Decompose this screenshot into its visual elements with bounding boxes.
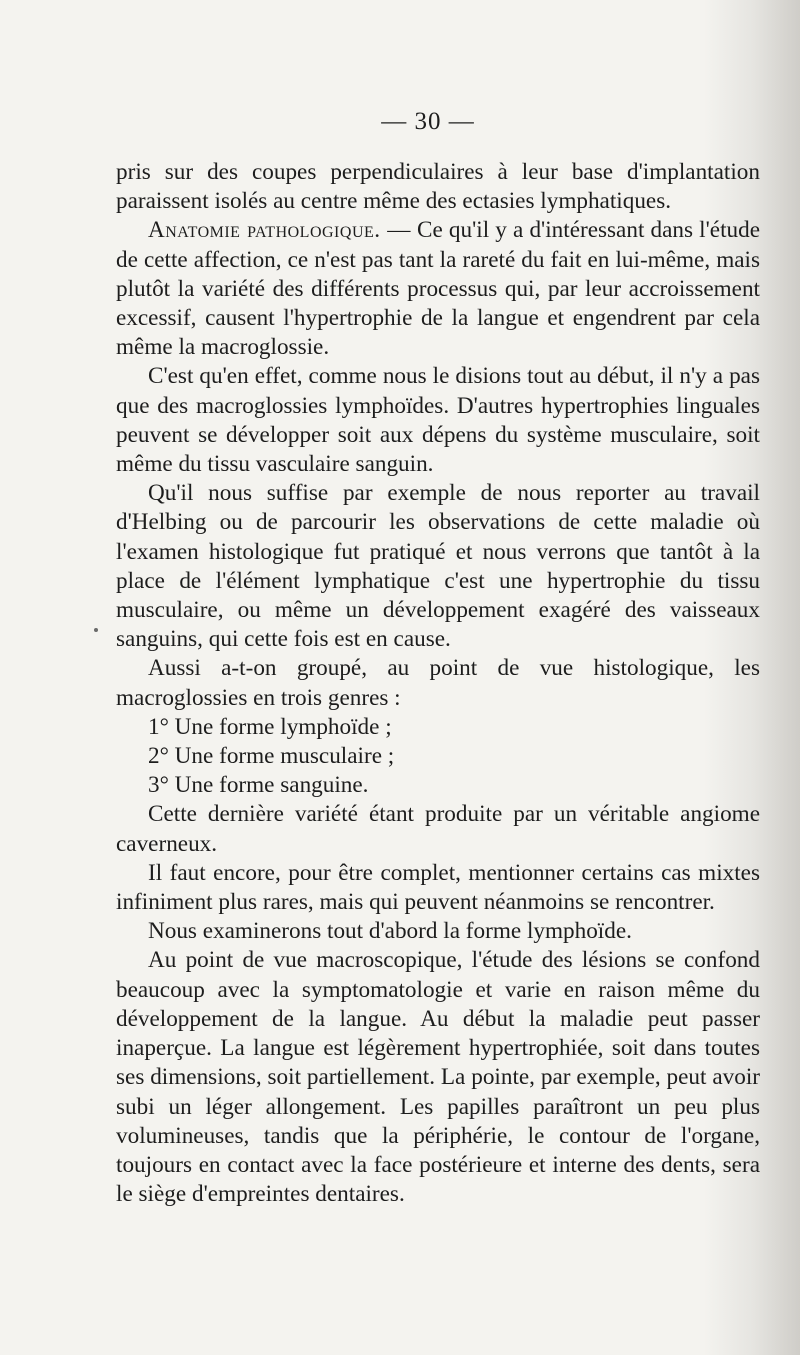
paragraph-anatomie-text: Ce qu'il y a d'intéressant dans l'étude de cette affection, ce n'est pas tant la rareté du fait en lui-même, mais plutôt la variété des différents processus qui, par leur accroissement excessif, causent l'hypertrophie de la langue et engendrent par cela même la macroglossie. — [116, 217, 760, 361]
paragraph-anatomie — [116, 216, 760, 362]
paragraph-continuation: pris sur des coupes perpendiculaires à leur base d'implantation paraissent isolés au centre même des ectasies lymphatiques. — [116, 159, 760, 215]
list-item: 2° Une forme musculaire ; — [148, 743, 395, 770]
paragraph: Cette dernière variété étant produite par un véritable angiome caverneux. — [116, 801, 760, 857]
paragraph: Il faut encore, pour être complet, mentionner certains cas mixtes infiniment plus rares, mais qui peuvent néanmoins se rencontrer. — [116, 859, 760, 916]
paragraph: Nous examinerons tout d'abord la forme lymphoïde. — [148, 918, 632, 945]
paragraph: C'est qu'en effet, comme nous le disions tout au début, il n'y a pas que des macroglossies lymphoïdes. D'autres hypertrophies linguales peuvent se développer soit aux dépens du système musculaire, soit même du tissu vasculaire sanguin. — [116, 363, 760, 478]
page-number: — 30 — — [381, 108, 475, 135]
paragraph: Au point de vue macroscopique, l'étude des lésions se confond beaucoup avec la symptomatologie et varie en raison même du développement de la langue. Au début la maladie peut passer inaperçue. La langue est légèrement hypertrophiée, soit dans toutes ses dimensions, soit partiellement. La pointe, par exemple, peut avoir subi un léger allongement. Les papilles paraîtront un peu plus volumineuses, tandis que la périphérie, le contour de l'organe, toujours en contact avec la face postérieure et interne des dents, sera le siège d'empreintes dentaires. — [116, 947, 760, 1208]
section-heading: Anatomie pathologique. — — [148, 217, 411, 244]
margin-speck — [94, 628, 98, 632]
list-item: 1° Une forme lymphoïde ; — [148, 713, 392, 740]
paragraph: Aussi a-t-on groupé, au point de vue histologique, les macroglossies en trois genres : — [116, 655, 760, 711]
list-item: 3° Une forme sanguine. — [148, 772, 369, 799]
body-text — [116, 158, 760, 1209]
paragraph: Qu'il nous suffise par exemple de nous reporter au travail d'Helbing ou de parcourir les observations de cette maladie où l'examen histologique fut pratiqué et nous verrons que tantôt à la place de l'élément lymphatique c'est une hypertrophie du tissu musculaire, ou même un développement exagéré des vaisseaux sanguins, qui cette fois est en cause. — [116, 480, 760, 653]
